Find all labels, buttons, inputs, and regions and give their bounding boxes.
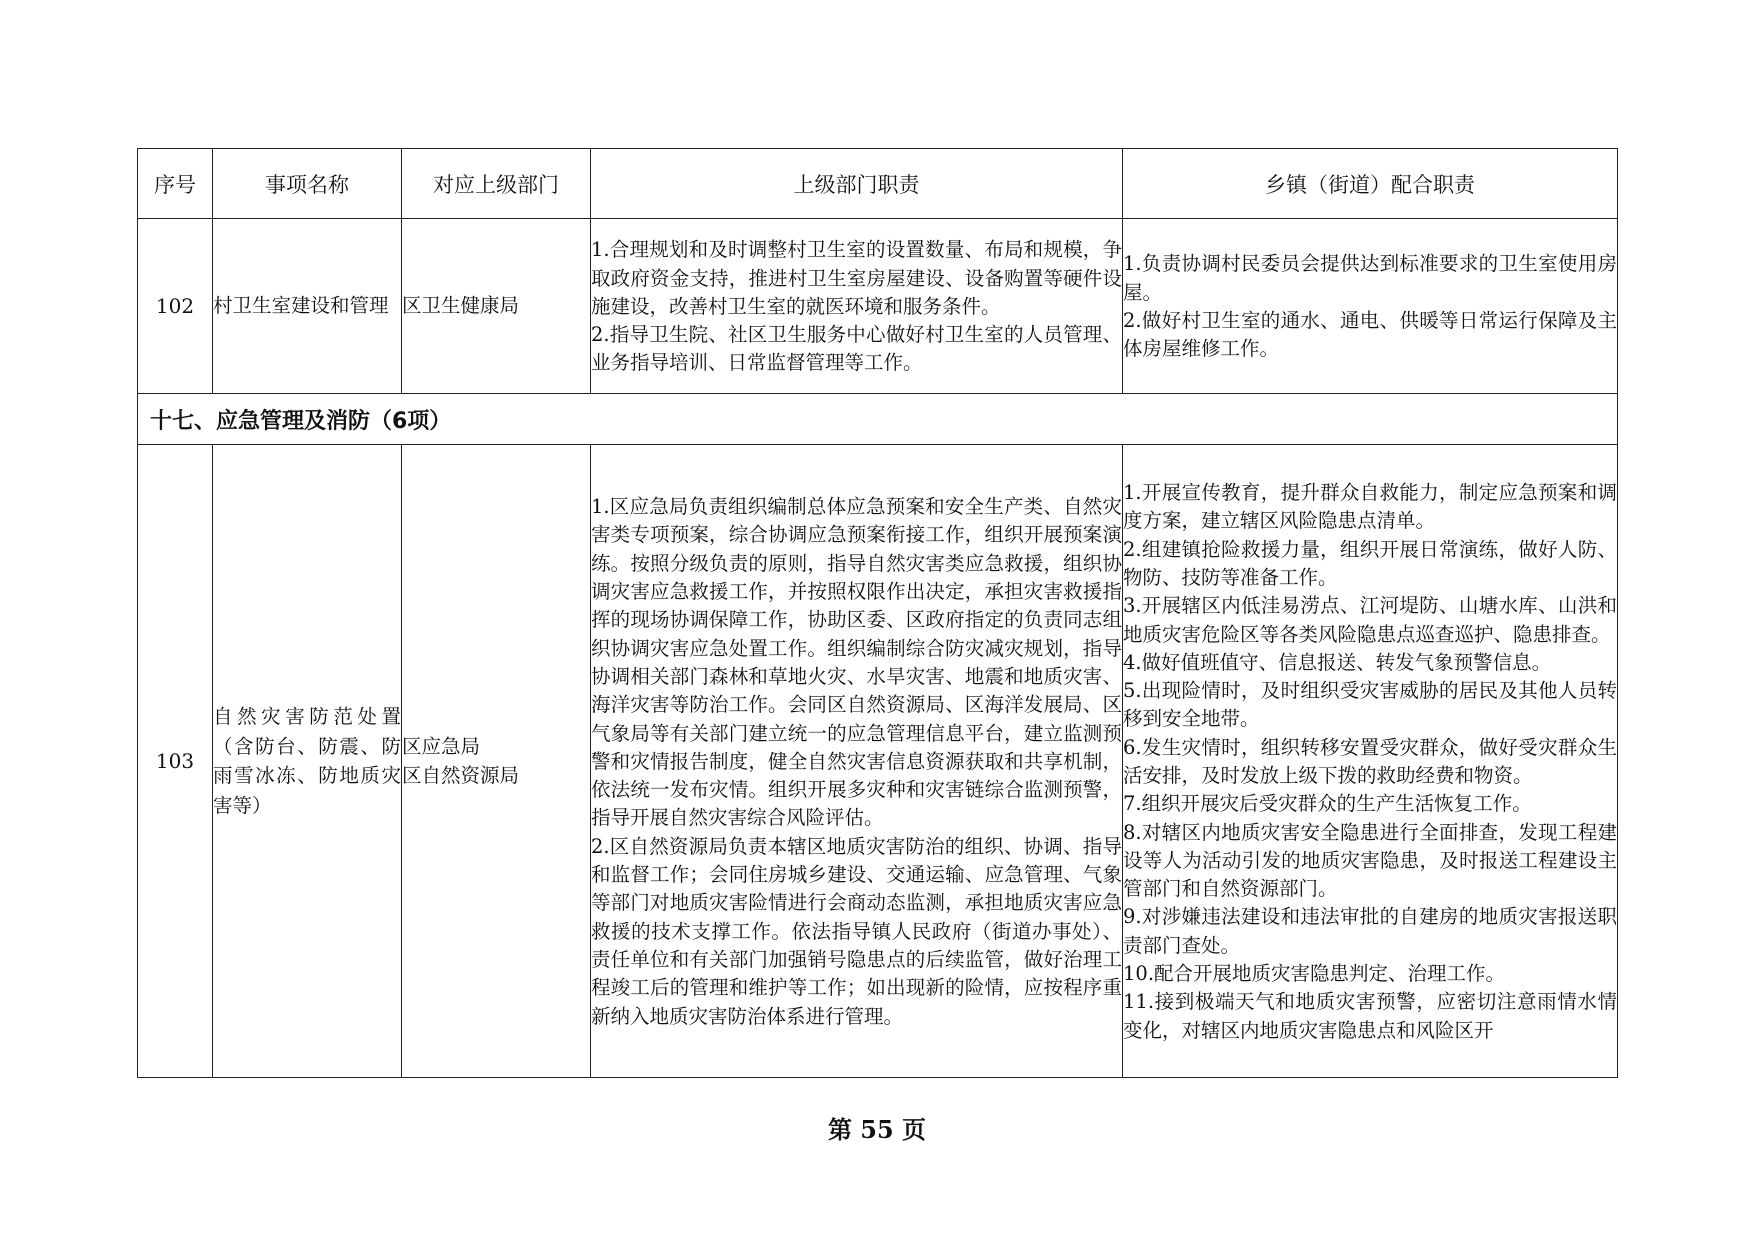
duty-paragraph: 2.指导卫生院、社区卫生服务中心做好村卫生室的人员管理、业务指导培训、日常监督管理等工作。 bbox=[591, 323, 1122, 375]
duty-paragraph: 9.对涉嫌违法建设和违法审批的自建房的地质灾害报送职责部门查处。 bbox=[1123, 905, 1617, 957]
table-row bbox=[138, 219, 1618, 394]
duty-paragraph: 7.组织开展灾后受灾群众的生产生活恢复工作。 bbox=[1123, 792, 1532, 816]
header-town-duties: 乡镇（街道）配合职责 bbox=[1123, 149, 1618, 219]
duty-paragraph: 5.出现险情时，及时组织受灾害威胁的居民及其他人员转移到安全地带。 bbox=[1123, 679, 1617, 731]
duty-paragraph: 1.负责协调村民委员会提供达到标准要求的卫生室使用房屋。 bbox=[1123, 252, 1617, 304]
header-superior-duties: 上级部门职责 bbox=[591, 149, 1123, 219]
duty-paragraph: 6.发生灾情时，组织转移安置受灾群众，做好受灾群众生活安排，及时发放上级下拨的救助经费和物资。 bbox=[1123, 735, 1617, 787]
duty-paragraph: 4.做好值班值守、信息报送、转发气象预警信息。 bbox=[1123, 650, 1552, 674]
superior-duties bbox=[591, 445, 1123, 1078]
table-header-row bbox=[138, 149, 1618, 219]
duty-paragraph: 8.对辖区内地质灾害安全隐患进行全面排查，发现工程建设等人为活动引发的地质灾害隐患，及时报送工程建设主管部门和自然资源部门。 bbox=[1123, 820, 1617, 901]
section-title: 十七、应急管理及消防（6项） bbox=[138, 394, 1618, 445]
header-superior-dept: 对应上级部门 bbox=[402, 149, 591, 219]
page-number: 第 55 页 bbox=[827, 1115, 927, 1144]
town-duties bbox=[1123, 445, 1618, 1078]
dept-line: 区自然资源局 bbox=[402, 764, 520, 787]
duty-paragraph: 2.区自然资源局负责本辖区地质灾害防治的组织、协调、指导和监督工作；会同住房城乡建设、交通运输、应急管理、气象等部门对地质灾害险情进行会商动态监测，承担地质灾害应急救援的技术支撑工作。依法指导镇人民政府（街道办事处）、责任单位和有关部门加强销号隐患点的后续监管，做好治理工程竣工后的管理和维护等工作；如出现新的险情，应按程序重新纳入地质灾害防治体系进行管理。 bbox=[591, 834, 1122, 1028]
section-heading-row bbox=[138, 394, 1618, 445]
duty-paragraph: 3.开展辖区内低洼易涝点、江河堤防、山塘水库、山洪和地质灾害危险区等各类风险隐患点巡查巡护、隐患排查。 bbox=[1123, 594, 1617, 646]
duty-paragraph: 11.接到极端天气和地质灾害预警，应密切注意雨情水情变化，对辖区内地质灾害隐患点和风险区开 bbox=[1123, 990, 1617, 1042]
header-no: 序号 bbox=[138, 149, 213, 219]
town-duties bbox=[1123, 219, 1618, 394]
item-name: 村卫生室建设和管理 bbox=[213, 219, 402, 394]
superior-dept: 区卫生健康局 bbox=[402, 219, 591, 394]
header-item-name: 事项名称 bbox=[213, 149, 402, 219]
duty-paragraph: 1.开展宣传教育，提升群众自救能力，制定应急预案和调度方案，建立辖区风险隐患点清单。 bbox=[1123, 481, 1617, 533]
table-row bbox=[138, 445, 1618, 1078]
dept-line: 区应急局 bbox=[402, 734, 481, 758]
item-name: 自然灾害防范处置（含防台、防震、防雨雪冰冻、防地质灾害等） bbox=[213, 445, 402, 1078]
duty-table bbox=[137, 148, 1618, 1078]
row-number: 103 bbox=[138, 445, 213, 1078]
duty-paragraph: 2.做好村卫生室的通水、通电、供暖等日常运行保障及主体房屋维修工作。 bbox=[1123, 309, 1617, 361]
duty-paragraph: 1.合理规划和及时调整村卫生室的设置数量、布局和规模，争取政府资金支持，推进村卫生室房屋建设、设备购置等硬件设施建设，改善村卫生室的就医环境和服务条件。 bbox=[591, 238, 1122, 318]
row-number: 102 bbox=[138, 219, 213, 394]
superior-dept bbox=[402, 445, 591, 1078]
duty-paragraph: 2.组建镇抢险救援力量，组织开展日常演练，做好人防、物防、技防等准备工作。 bbox=[1123, 537, 1617, 589]
duty-paragraph: 1.区应急局负责组织编制总体应急预案和安全生产类、自然灾害类专项预案，综合协调应急预案衔接工作，组织开展预案演练。按照分级负责的原则，指导自然灾害类应急救援，组织协调灾害应急救援工作，并按照权限作出决定，承担灾害救援指挥的现场协调保障工作，协助区委、区政府指定的负责同志组织协调灾害应急处置工作。组织编制综合防灾减灾规划，指导协调相关部门森林和草地火灾、水旱灾害、地震和地质灾害、海洋灾害等防治工作。会同区自然资源局、区海洋发展局、区气象局等有关部门建立统一的应急管理信息平台，建立监测预警和灾情报告制度，健全自然灾害信息资源获取和共享机制，依法统一发布灾情。组织开展多灾种和灾害链综合监测预警，指导开展自然灾害综合风险评估。 bbox=[591, 495, 1122, 830]
duty-paragraph: 10.配合开展地质灾害隐患判定、治理工作。 bbox=[1123, 962, 1506, 986]
superior-duties bbox=[591, 219, 1123, 394]
